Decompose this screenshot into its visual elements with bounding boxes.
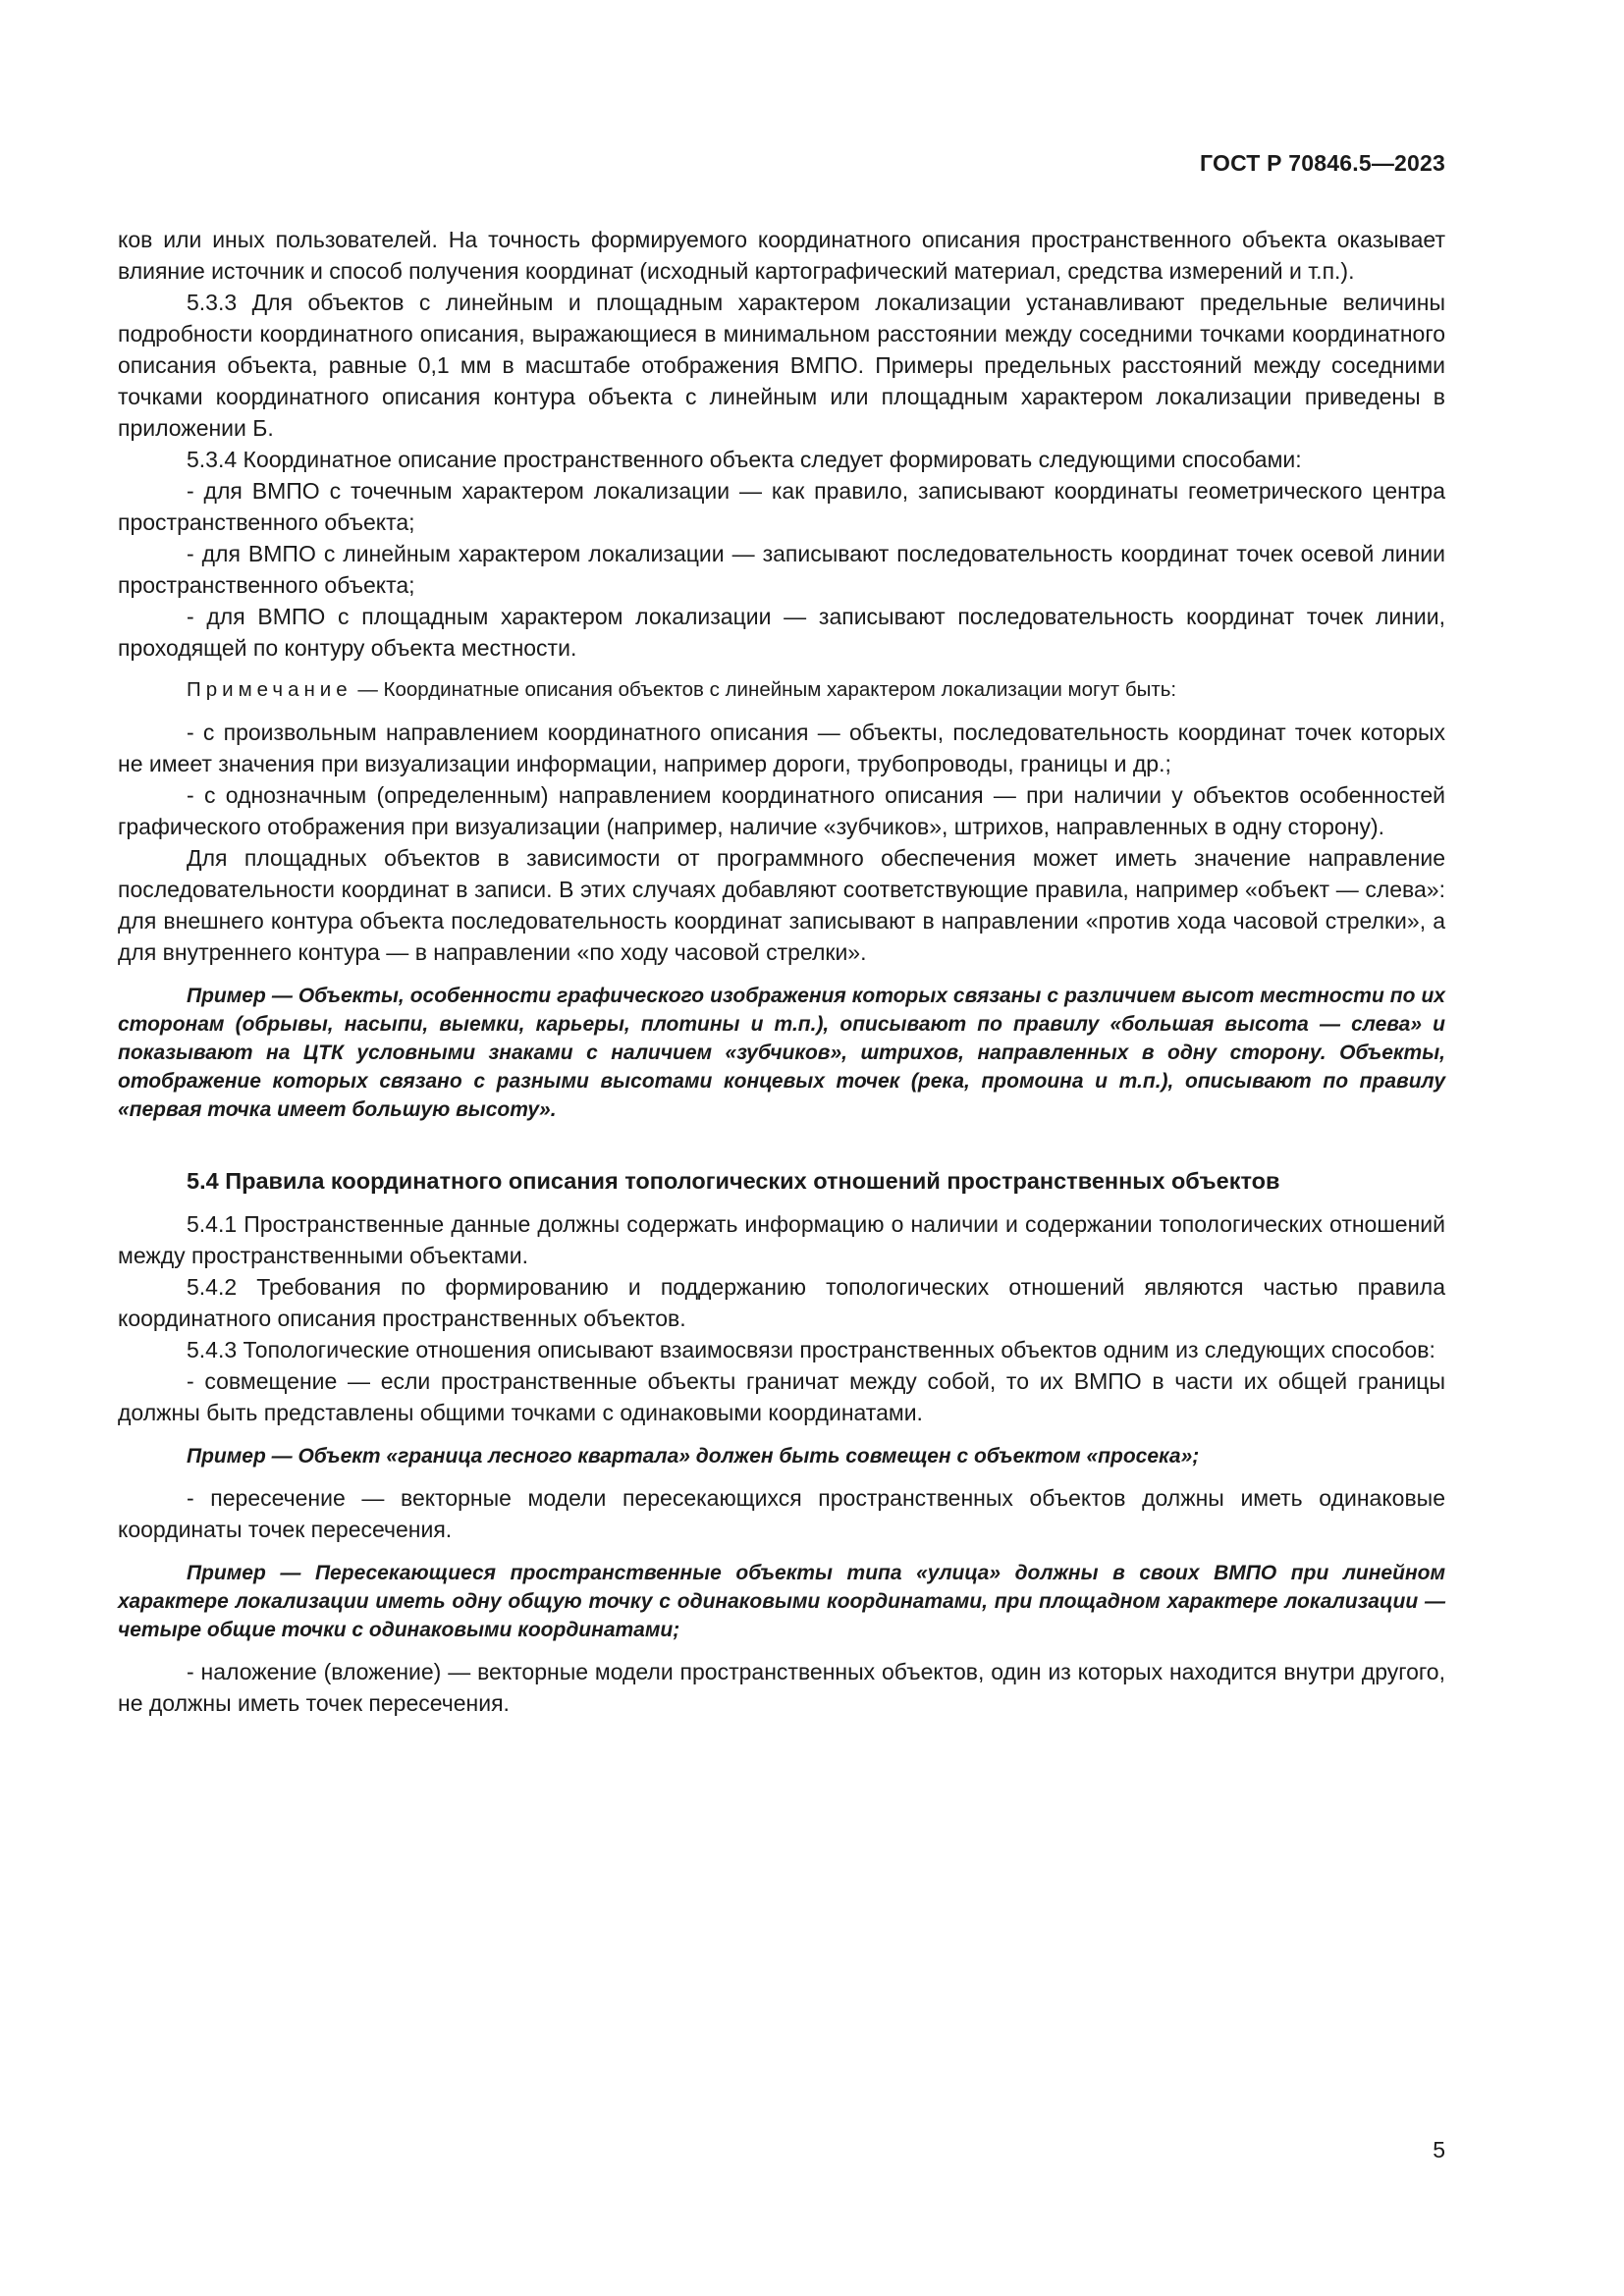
- list-item-defined-direction: - с однозначным (определенным) направлением координатного описания — при наличии у объектов особенностей графического отображения при визуализации (например, наличие «зубчиков», штрихов, направленных в одну сторону).: [118, 782, 1445, 839]
- example-street-intersection: Пример — Пересекающиеся пространственные объекты типа «улица» должны в своих ВМПО при линейном характере локализации иметь одну общую точку с одинаковыми координатами, при площадном характере локализации —четыре общие точки с одинаковыми координатами;: [118, 1562, 1445, 1641]
- paragraph-continuation: ков или иных пользователей. На точность формируемого координатного описания пространственного объекта оказывает влияние источник и способ получения координат (исходный картографический материал, средства измерений и т.п.).: [118, 227, 1445, 284]
- list-item-coincidence: - совмещение — если пространственные объекты граничат между собой, то их ВМПО в части их общей границы должны быть представлены общими точками с одинаковыми координатами.: [118, 1368, 1445, 1425]
- paragraph-5-4-1: 5.4.1 Пространственные данные должны содержать информацию о наличии и содержании топологических отношений между пространственными объектами.: [118, 1211, 1445, 1268]
- paragraph-5-3-3: 5.3.3 Для объектов с линейным и площадным характером локализации устанавливают предельные величины подробности координатного описания, выражающиеся в минимальном расстоянии между соседними точками координатного описания объекта, равные 0,1 мм в масштабе отображения ВМПО. Примеры предельных расстояний между соседними точками координатного описания контура объекта с линейным или площадным характером локализации приведены в приложении Б.: [118, 290, 1445, 441]
- note: [118, 675, 1445, 705]
- example-forest-quarter: Пример — Объект «граница лесного квартала» должен быть совмещен с объектом «просека»;: [187, 1445, 1200, 1468]
- example-height-difference: Пример — Объекты, особенности графического изображения которых связаны с различием высот местности по их сторонам (обрывы, насыпи, выемки, карьеры, плотины и т.п.), описывают по правилу «большая высота — слева» и показывают на ЦТК условными знаками с наличием «зубчиков», штрихов, направленных в одну сторону. Объекты, отображение которых связано с разными высотами концевых точек (река, промоина и т.п.), описывают по правилу «первая точка имеет большую высоту».: [118, 985, 1445, 1121]
- page-number: 5: [1433, 2137, 1445, 2163]
- paragraph-5-4-2: 5.4.2 Требования по формированию и поддержанию топологических отношений являются частью правила координатного описания пространственных объектов.: [118, 1274, 1445, 1331]
- document-standard-header: ГОСТ Р 70846.5—2023: [1200, 150, 1445, 176]
- list-item-area-localization: - для ВМПО с площадным характером локализации — записывают последовательность координат точек линии, проходящей по контуру объекта местности.: [118, 604, 1445, 661]
- list-item-overlay: - наложение (вложение) — векторные модели пространственных объектов, один из которых находится внутри другого, не должны иметь точек пересечения.: [118, 1659, 1445, 1716]
- paragraph-5-3-4: 5.3.4 Координатное описание пространственного объекта следует формировать следующими способами:: [187, 447, 1302, 472]
- list-item-point-localization: - для ВМПО с точечным характером локализации — как правило, записывают координаты геометрического центра пространственного объекта;: [118, 478, 1445, 535]
- list-item-linear-localization: - для ВМПО с линейным характером локализации — записывают последовательность координат точек осевой линии пространственного объекта;: [118, 541, 1445, 598]
- note-label: Примечание: [187, 678, 352, 701]
- list-item-intersection: - пересечение — векторные модели пересекающихся пространственных объектов должны иметь одинаковые координаты точек пересечения.: [118, 1485, 1445, 1542]
- note-text: — Координатные описания объектов с линейным характером локализации могут быть:: [352, 678, 1177, 701]
- paragraph-area-objects: Для площадных объектов в зависимости от программного обеспечения может иметь значение направление последовательности координат в записи. В этих случаях добавляют соответствующие правила, например «объект — слева»: для внешнего контура объекта последовательность координат записывают в направлении «против хода часовой стрелки», а для внутреннего контура — в направлении «по ходу часовой стрелки».: [118, 845, 1445, 965]
- document-body: [118, 224, 1445, 1719]
- list-item-arbitrary-direction: - с произвольным направлением координатного описания — объекты, последовательность координат точек которых не имеет значения при визуализации информации, например дороги, трубопроводы, границы и др.;: [118, 720, 1445, 776]
- section-title-5-4: 5.4 Правила координатного описания топологических отношений пространственных объектов: [187, 1168, 1280, 1194]
- paragraph-5-4-3: 5.4.3 Топологические отношения описывают взаимосвязи пространственных объектов одним из следующих способов:: [187, 1337, 1435, 1362]
